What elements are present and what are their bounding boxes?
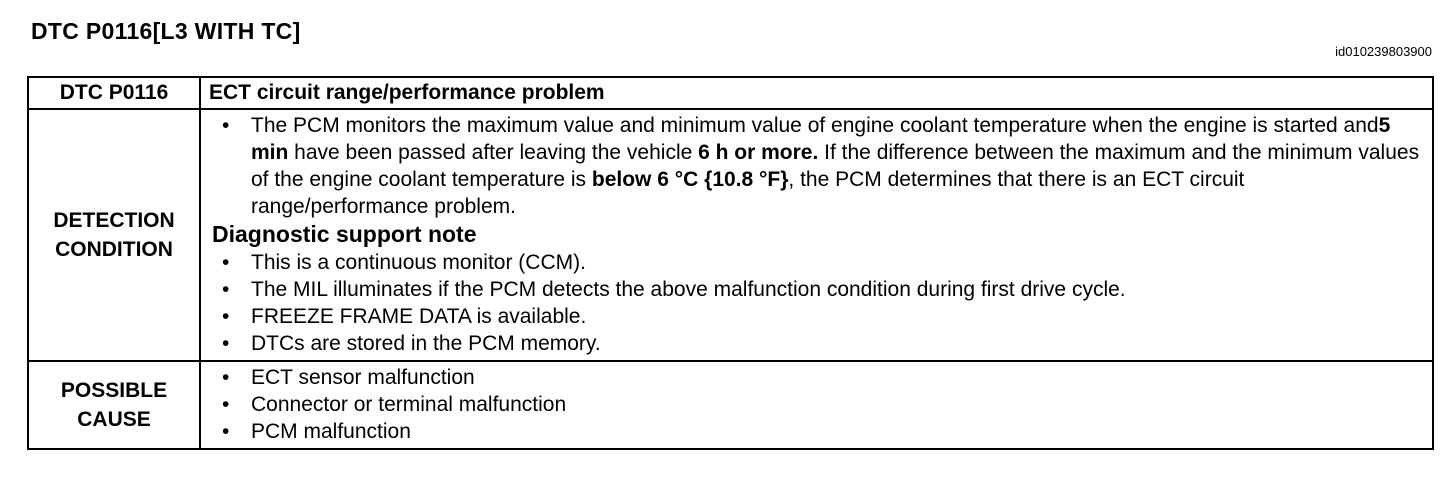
detection-main-bullet [207, 112, 1426, 220]
detection-text-3: If the difference between the maximum and the minimum values of the engine coolant temperature is [251, 141, 1420, 191]
cause-item: • ECT sensor malfunction [207, 364, 1426, 391]
detection-label-line1: DETECTION [53, 209, 175, 232]
note-item: • This is a continuous monitor (CCM). [207, 249, 1426, 276]
possible-cause-label [28, 361, 200, 449]
possible-cause-content [200, 361, 1433, 449]
detection-condition-content [200, 109, 1433, 361]
detection-bold-3: below 6 °C {10.8 °F} [591, 168, 789, 191]
cause-list [207, 364, 1426, 445]
cause-label-line2: CAUSE [77, 408, 151, 431]
detection-label-line2: CONDITION [55, 238, 173, 261]
detection-bold-1: 5 min [251, 114, 1391, 164]
possible-cause-row [28, 361, 1433, 449]
note-item: • FREEZE FRAME DATA is available. [207, 303, 1426, 330]
note-item: • The MIL illuminates if the PCM detects the above malfunction condition during first drive cycle. [207, 276, 1426, 303]
cause-item: • PCM malfunction [207, 418, 1426, 445]
detection-text-1: The PCM monitors the maximum value and minimum value of engine coolant temperature when the engine is started and [251, 114, 1379, 137]
detection-condition-row [28, 109, 1433, 361]
dtc-description-cell: ECT circuit range/performance problem [200, 77, 1433, 109]
detection-text-2: have been passed after leaving the vehicle [288, 141, 699, 164]
dtc-code-cell: DTC P0116 [28, 77, 200, 109]
detection-text-4: , the PCM determines that there is an ECT circuit range/performance problem. [251, 168, 1245, 218]
document-id: id010239803900 [1335, 44, 1432, 59]
detection-bold-2: 6 h or more. [698, 141, 819, 164]
diagnostic-note-heading: Diagnostic support note [212, 221, 477, 247]
cause-label-line1: POSSIBLE [60, 379, 168, 402]
page-title: DTC P0116[L3 WITH TC] [31, 18, 301, 44]
table-header-row [28, 77, 1433, 109]
cause-item: • Connector or terminal malfunction [207, 391, 1426, 418]
diagnostic-note-list [207, 249, 1426, 357]
detection-bullet-list [207, 112, 1426, 220]
dtc-table [27, 76, 1434, 450]
note-item: • DTCs are stored in the PCM memory. [207, 330, 1426, 357]
detection-condition-label [28, 109, 200, 361]
